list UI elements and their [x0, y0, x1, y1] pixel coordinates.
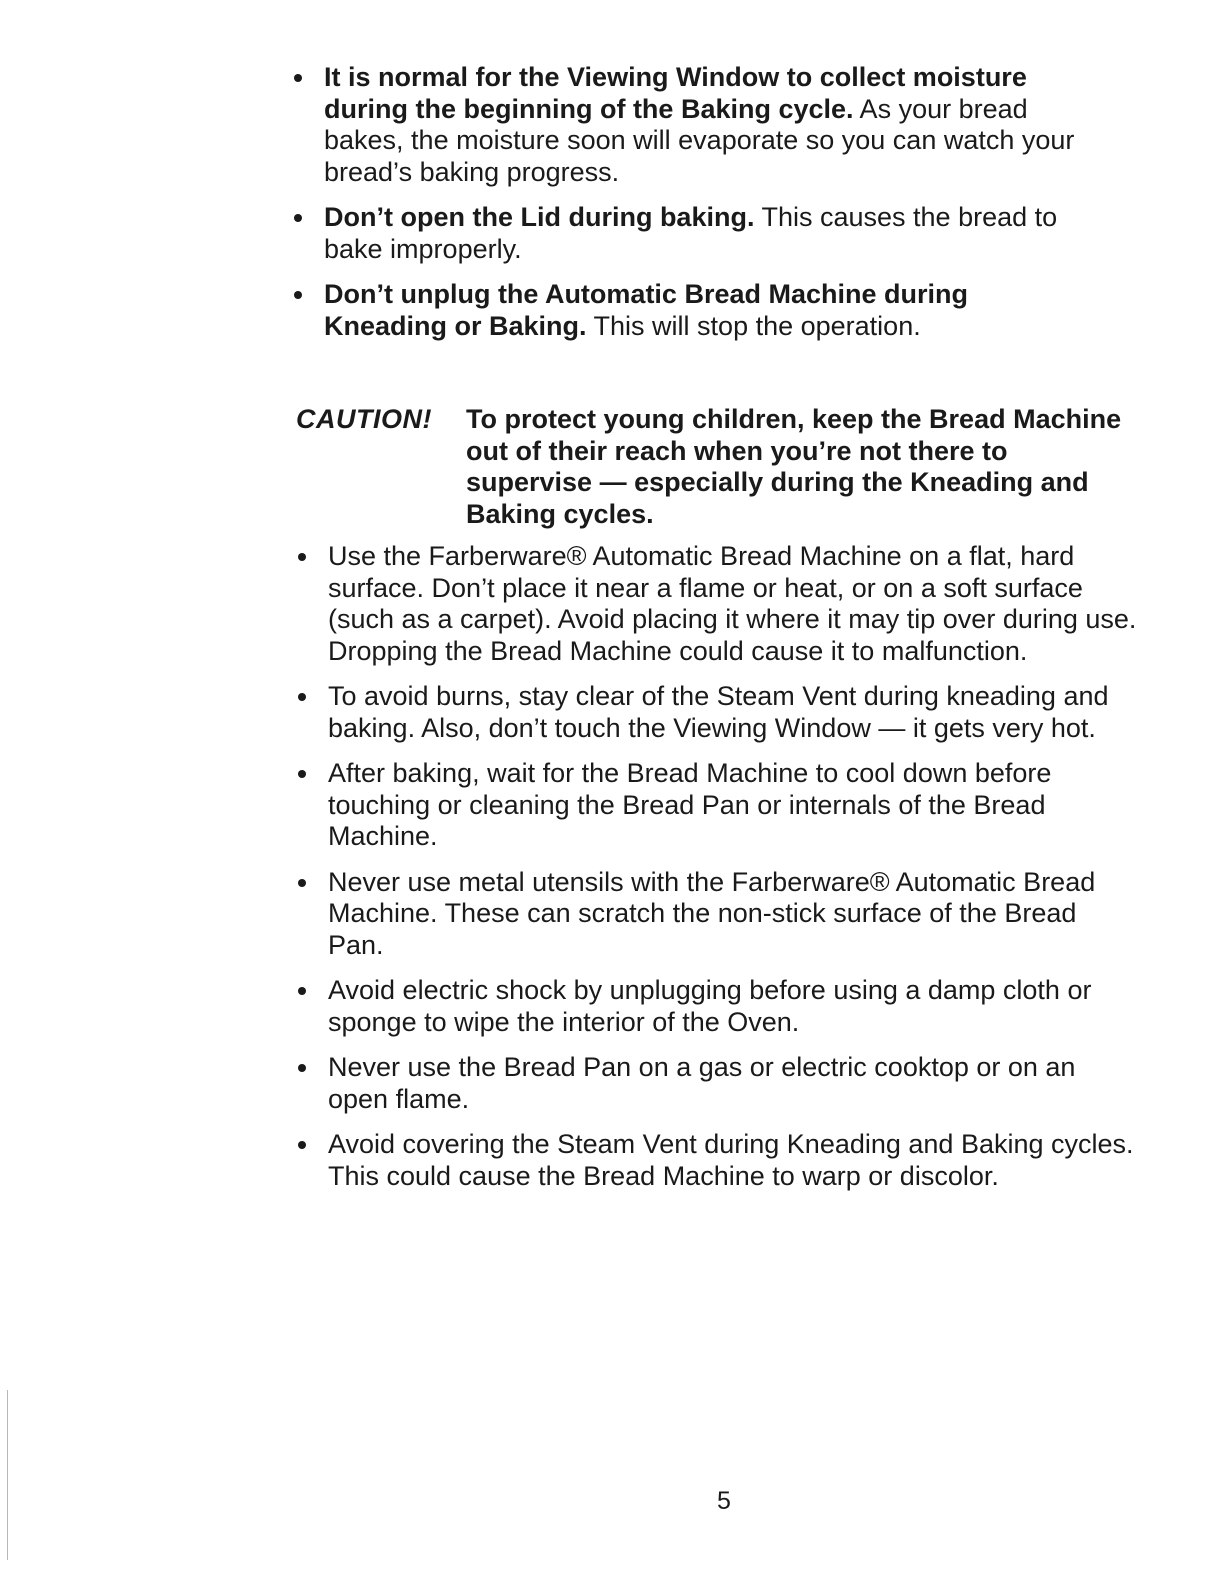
page-number: 5	[717, 1487, 731, 1515]
tip-heading: It is normal for the Viewing Window to collect moisture during the beginning of the Baking cycle.	[324, 62, 1027, 124]
list-item	[298, 681, 1138, 744]
tip-text: As your bread bakes, the moisture soon will evaporate so you can watch your bread’s baking progress.	[324, 93, 1075, 187]
bullet-icon	[294, 291, 302, 299]
list-item	[298, 975, 1138, 1038]
bullet-icon	[298, 1064, 306, 1072]
list-item	[298, 1052, 1138, 1115]
caution-label: CAUTION!	[296, 404, 432, 434]
bullet-icon	[294, 214, 302, 222]
caution-text: To protect young children, keep the Bread Machine out of their reach when you’re not there to supervise — especially during the Kneading and Baking cycles.	[466, 404, 1122, 529]
list-item	[298, 541, 1138, 667]
bullet-icon	[298, 770, 306, 778]
tip-text: This will stop the operation.	[586, 310, 921, 341]
safety-text: After baking, wait for the Bread Machine to cool down before touching or cleaning the Bread Pan or internals of the Bread Machine.	[328, 758, 1052, 851]
tip-text: This causes the bread to bake improperly.	[324, 202, 1058, 264]
bullet-icon	[298, 987, 306, 995]
safety-text: Never use metal utensils with the Farberware® Automatic Bread Machine. These can scratch the non-stick surface of the Bread Pan.	[328, 866, 1096, 960]
list-item	[294, 202, 1094, 265]
list-item	[298, 1129, 1138, 1192]
list-item	[294, 279, 1094, 342]
bullet-icon	[298, 879, 306, 887]
bullet-icon	[298, 693, 306, 701]
list-item	[298, 758, 1138, 853]
safety-text: To avoid burns, stay clear of the Steam Vent during kneading and baking. Also, don’t touch the Viewing Window — it gets very hot.	[328, 681, 1109, 743]
usage-tips-list	[294, 62, 1094, 356]
bullet-icon	[294, 74, 302, 82]
caution-block	[296, 404, 1146, 530]
safety-text: Never use the Bread Pan on a gas or electric cooktop or on an open flame.	[328, 1052, 1076, 1114]
safety-text: Avoid electric shock by unplugging before using a damp cloth or sponge to wipe the interior of the Oven.	[328, 975, 1092, 1037]
tip-heading: Don’t unplug the Automatic Bread Machine during Kneading or Baking.	[324, 279, 968, 341]
safety-text: Use the Farberware® Automatic Bread Machine on a flat, hard surface. Don’t place it near a flame or heat, or on a soft surface (such as a carpet). Avoid placing it where it may tip over during use. Dropping the Bread Machine could cause it to malfunction.	[328, 541, 1137, 666]
bullet-icon	[298, 553, 306, 561]
safety-text: Avoid covering the Steam Vent during Kneading and Baking cycles. This could cause the Bread Machine to warp or discolor.	[328, 1129, 1134, 1191]
safety-list	[298, 541, 1138, 1206]
list-item	[298, 867, 1138, 962]
list-item	[294, 62, 1094, 188]
tip-heading: Don’t open the Lid during baking.	[324, 202, 755, 232]
bullet-icon	[298, 1141, 306, 1149]
